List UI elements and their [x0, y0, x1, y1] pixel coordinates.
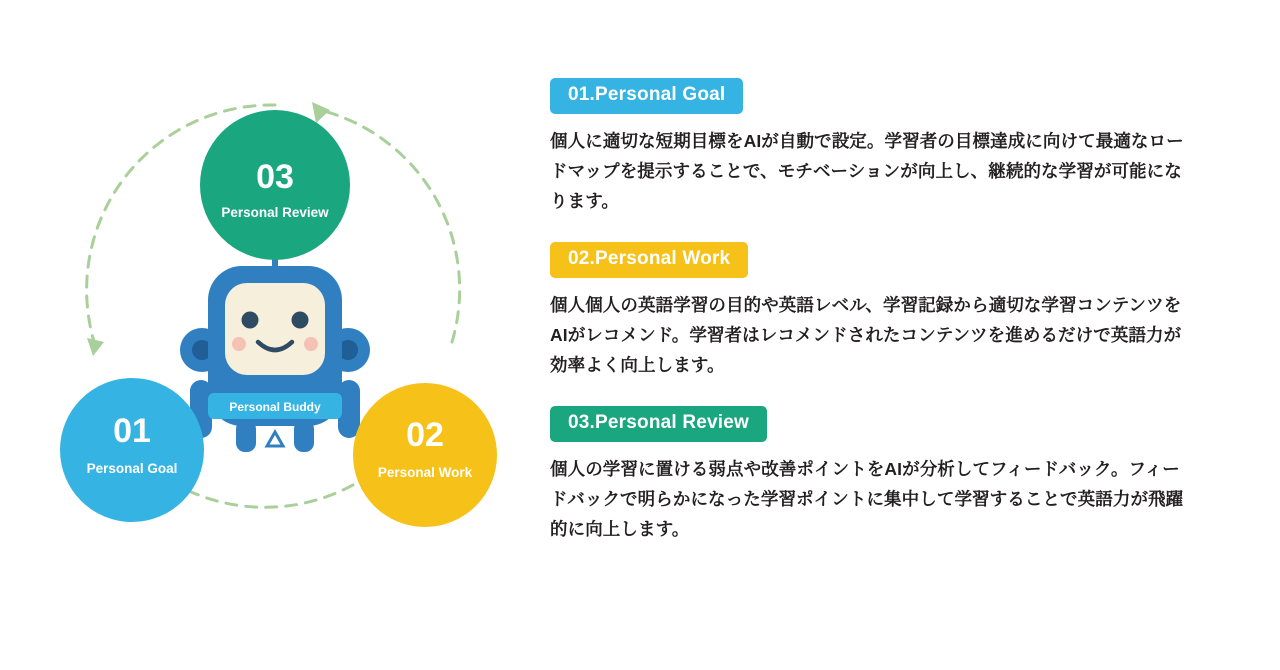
robot-cheek-left: [232, 337, 246, 351]
node-01-circle: [60, 378, 204, 522]
section-body-personal-review: 個人の学習に置ける弱点や改善ポイントをAIが分析してフィードバック。フィードバックで明らかになった学習ポイントに集中して学習することで英語力が飛躍的に向上します。: [550, 459, 1184, 540]
section-body-personal-goal: 個人に適切な短期目標をAIが自動で設定。学習者の目標達成に向けて最適なロードマップを提示することで、モチベーションが向上し、継続的な学習が可能になります。: [550, 130, 1184, 212]
section-body-personal-work: 個人個人の英語学習の目的や英語レベル、学習記録から適切な学習コンテンツをAIがレコメンド。学習者はレコメンドされたコンテンツを進めるだけで英語力が効率よく向上します。: [550, 295, 1182, 376]
cycle-diagram: [40, 80, 510, 590]
node-02-personal-work[interactable]: [353, 383, 497, 527]
node-02-label: Personal Work: [377, 465, 473, 480]
robot-name-badge-label: Personal Buddy: [229, 400, 321, 414]
section-tag-personal-work: 02.Personal Work: [550, 242, 748, 278]
section-tag-personal-review: 03.Personal Review: [550, 406, 767, 442]
section-personal-work: [550, 242, 1220, 380]
section-personal-goal: [550, 78, 1220, 216]
node-01-label: Personal Goal: [86, 461, 178, 476]
robot-chest-emblem: [267, 432, 283, 446]
section-personal-review: [550, 406, 1220, 544]
robot-eye-left: [242, 312, 259, 329]
content-panel: [540, 0, 1280, 670]
robot-eye-right: [292, 312, 309, 329]
node-03-label: Personal Review: [221, 205, 329, 220]
diagram-panel: [0, 0, 540, 670]
arrow-head-left: [87, 338, 104, 356]
robot-leg-left: [236, 420, 256, 452]
robot-cheek-right: [304, 337, 318, 351]
robot-leg-right: [294, 420, 314, 452]
node-01-number: 01: [113, 412, 151, 450]
robot-face: [225, 283, 325, 375]
node-01-personal-goal[interactable]: [60, 378, 204, 522]
arrow-head-top-right: [312, 102, 330, 123]
node-02-circle: [353, 383, 497, 527]
section-tag-personal-goal: 01.Personal Goal: [550, 78, 743, 114]
node-03-personal-review[interactable]: [200, 110, 350, 260]
node-02-number: 02: [406, 416, 444, 454]
node-03-number: 03: [256, 158, 294, 196]
